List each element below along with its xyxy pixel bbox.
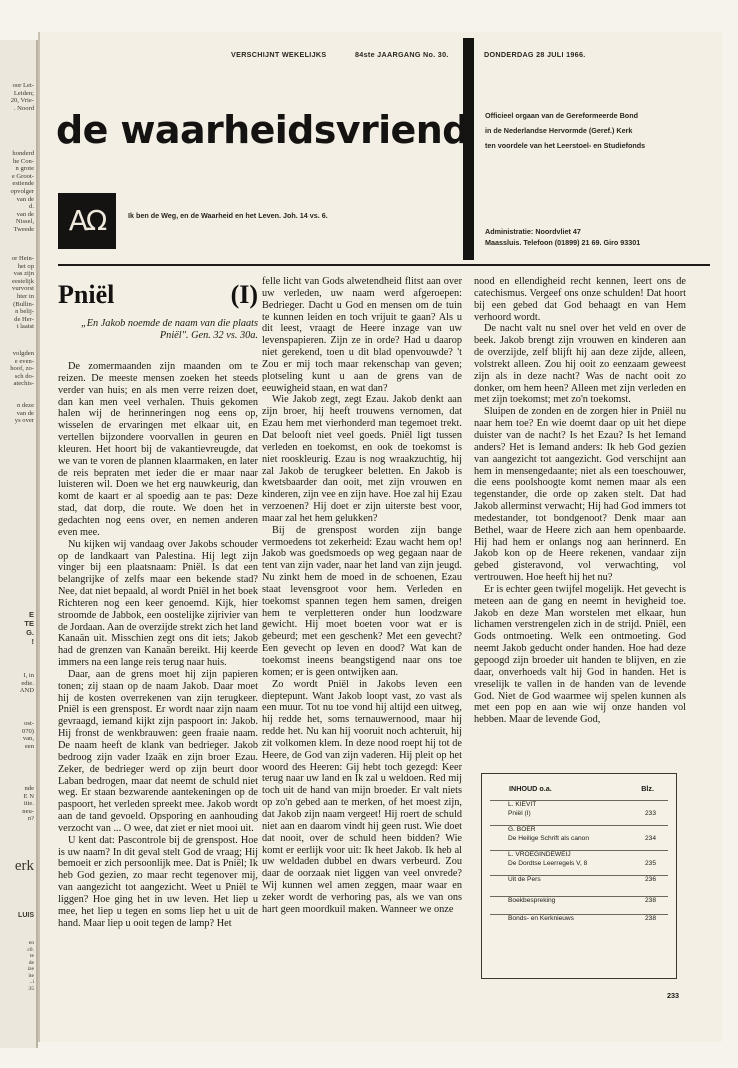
prev-fragment: volgden e even- hoof, zo- sch do- atechis- (10, 350, 34, 388)
prev-fragment: ost- 070) van, een (21, 720, 34, 750)
paragraph: Nu kijken wij vandaag over Jakobs schouder op de landkaart van Palestina. Hij legt zijn vinger bij een plaatsnaam: Pniël. Is dat een belangrijke of zelfs maar een bekende stad? Nee, dat niet bepaald, al wordt Pniël in het boek Richteren nog een keer genoemd. Kijk, hier stroomde de Jabbok, een oostelijke zijrivier van de Jordaan. Aan de overzijde strekt zich het land Kanaän uit. Misschien zegt ons dit iets; Jakob had de grenzen van Kanaän bereikt. Hij keerde immers na een lange reis terug naar huis. (58, 538, 258, 669)
prev-fragment: en c0. te de ize ite ..i 35 (27, 940, 34, 992)
administration-info (485, 226, 640, 248)
table-of-contents (481, 773, 677, 979)
toc-page: 235 (644, 859, 656, 867)
prev-fragment: LUIS (18, 912, 34, 919)
page-number: 233 (667, 991, 679, 1000)
toc-entry (490, 875, 668, 885)
toc-entry (490, 914, 668, 924)
toc-author: G. BOER (508, 826, 536, 833)
toc-title: Bonds- en Kerknieuws (508, 915, 574, 922)
paragraph: Zo wordt Pniël in Jakobs leven een dieptepunt. Want Jakob loopt vast, zo vast als een muur. Tot nu toe vond hij altijd een uitweg, hij redde het, soms ternauwernood, maar hij redde het. Nu kan hij vooruit noch achteruit, hij zit volkomen klem. In deze nood roept hij tot de Heere, de God van zijn vaderen. Hij pleit op het woord des Heeren: Gij hebt toch gezegd: Keer terug naar uw land en Ik zal u weldoen. Red mij toch uit de hand van mijn broeder. Er valt niets op zo'n gebed aan te merken, of het moest zijn, dat Jakob zijn naam vergeet! Hij roert de schuld niet aan en daarom vindt hij geen rust. Wie doet dat nooit, over de schuld heen bidden? Wie komt er eerlijk voor uit: Ik heet Jakob. Ik heb al uw weldaden dubbel en dwars verbeurd. Zou daar de oorzaak niet liggen van veel onvrede? Wij kunnen wel amen zeggen, maar waar en zeker wordt de verhoring pas, als we van ons hart geen moordkuil maken. Wanneer we onze (262, 678, 462, 915)
volume-number: 84ste JAARGANG No. 30. (355, 50, 449, 59)
publisher-line: in de Nederlandse Hervormde (Geref.) Kerk (485, 126, 633, 135)
toc-title: Pniël (I) (508, 809, 531, 817)
issue-date: DONDERDAG 28 JULI 1966. (484, 50, 586, 59)
previous-page-edge (0, 40, 38, 1048)
paragraph: Sluipen de zonden en de zorgen hier in Pniël nu naar hem toe? En wie doemt daar op uit het diepe duister van de nacht? Is het Ezau? Is het Iemand anders? Het is Iemand anders: Ik heb God gezien van aangezicht tot aangezicht. God verschijnt aan hem in mensengedaante; niet als een toeschouwer, die eens poolshoogte komt nemen maar als een tegenstander, die orde op zaken stelt. Dat had Jakob allerminst verwacht; Hij had God immers tot medestander, tot bondgenoot? Denk maar aan Bethel, waar de Heere zich aan hem openbaarde. Hij had hem er onlangs nog aan herinnerd. En Jakob kon op de Heere rekenen, vandaar zijn gebed gisteravond, vol verwachting, vol vertrouwen. Hoe heeft hij het nu? (474, 406, 686, 584)
article-column-3 (474, 276, 686, 726)
toc-heading: INHOUD o.a. (509, 784, 552, 793)
toc-entry (490, 800, 668, 818)
toc-title: De Heilige Schrift als canon (508, 834, 589, 842)
prev-fragment: n deze van de ys over (14, 402, 34, 425)
toc-page: 238 (644, 897, 656, 904)
article-epigraph: „En Jakob noemde de naam van die plaats Pniël". Gen. 32 vs. 30a. (80, 318, 258, 341)
paragraph: Er is echter geen twijfel mogelijk. Het gevecht is meteen aan de gang en neemt in hevigheid toe. Jakob en deze Man worstelen met elkaar, hun lichamen verstrengelen zich in de strijd. Pniël, een Gods ontmoeting. Welk een ontmoeting. God neemt Jakob geducht onder handen. Hoe had deze gepoogd zijn broeder uit handen te blijven, en zie daar, onverhoeds valt hij God in handen. Het is vreselijk te vallen in de handen van de levende God. Niet de God waarmee wij spelen kunnen als met een pop en aan wie wij onze handen vol hebben. Maar de levende God, (474, 583, 686, 726)
paragraph: De nacht valt nu snel over het veld en over de beek. Jakob brengt zijn vrouwen en kinderen aan de overzijde, zelf blijft hij aan deze zijde, alleen, volstrekt alleen. Zou hij ooit zo eenzaam geweest zijn als in deze nacht? Was de nacht ooit zo donker, om hem heen? Alleen met zijn verleden en met zijn toekomst; met zo'n toekomst. (474, 323, 686, 406)
paragraph: Daar, aan de grens moet hij zijn papieren tonen; zij staan op de naam Jakob. Daar moet hij de kosten overrekenen van zijn terugkeer. Pniël is een grenspost. Er wordt naar zijn naam gevraagd, iemand kijkt zijn paspoort in: Jakob. Hij fronst de wenkbrauwen: geen fraaie naam. De naam heeft de klank van bedrieger. Jakob bedroog zijn vader Izaäk en zijn broer Ezau. Zeker, de bedrieger werd op zijn beurt door Laban bedrogen, maar dat neemt de schuld niet weg. Er staan bezwarende aantekeningen op de paspoort, het verleden spreekt mee. Jakob wordt aan de tand gevoeld. Opsporing en aanhouding verzocht van ... O wee, dat ziet er niet mooi uit. (58, 668, 258, 834)
publication-frequency: VERSCHIJNT WEKELIJKS (231, 50, 327, 59)
admin-line: Administratie: Noordvliet 47 (485, 227, 581, 236)
paragraph: nood en ellendigheid recht kennen, leert ons de catechismus. Vergeef ons onze schulden! Dat hoort bij een gebed dat God behaagt en van Hem verhoord wordt. (474, 276, 686, 323)
publisher-line: ten voordele van het Leerstoel- en Studiefonds (485, 141, 646, 150)
article-column-2 (262, 276, 462, 916)
prev-fragment: E TE G. ! (24, 610, 34, 646)
masthead-title: de waarheidsvriend (56, 108, 469, 152)
prev-fragment: nde E N itie. neu- n? (22, 785, 34, 823)
toc-entry (490, 825, 668, 843)
toc-page: 234 (644, 834, 656, 842)
article-part: (I) (230, 280, 258, 309)
prev-fragment: oor Let- Leiden; 20, Vrie- . Noord (10, 82, 34, 112)
toc-entry (490, 896, 668, 906)
toc-author: L. VROEGINDEWEIJ (508, 851, 571, 858)
toc-page: 233 (644, 809, 656, 817)
toc-page: 236 (644, 876, 656, 883)
toc-entry (490, 850, 668, 868)
masthead-rule (58, 264, 710, 266)
toc-title: De Dordtse Leerregels V, 8 (508, 859, 588, 867)
alpha-omega-logo: ΑΩ (58, 193, 116, 249)
prev-fragment: honderd he Con- n grote e Groot- estiende opvolger van de d. van de Nissel, Tweede (10, 150, 34, 233)
prev-fragment: erk (14, 858, 34, 874)
article-column-1 (58, 361, 258, 930)
paragraph: Bij de grenspost worden zijn bange vermoedens tot zekerheid: Ezau wacht hem op! Jakob was goedsmoeds op weg gegaan naar de tent van zijn vader, naar het land van zijn jeugd. Nu zinkt hem de moed in de schoenen, Ezau staat levensgroot voor hem. Verleden en toekomst spannen tegen hem samen, dreigen hem te verpletteren onder hun loodzware gewicht. Hij moet boeten voor wat er is gebeurd; met een geschenk? Met een gevecht? Een gevecht op leven en dood? Wat kan de toekomst ineens beangstigend naar ons toe komen; er is geen ontwijken aan. (262, 524, 462, 678)
article-title-text: Pniël (58, 280, 115, 309)
toc-title: Uit de Pers (508, 876, 541, 883)
publisher-line: Officieel orgaan van de Gereformeerde Bond (485, 111, 638, 120)
paragraph: felle licht van Gods alwetendheid flitst aan over uw verleden, uw naam werd afgeroepen: Bedrieger. Dacht u God en mensen om de tuin te kunnen leiden en toch vrijuit te gaan? Als u dit leest, vraagt de Heere inzage van uw levenspapieren. Zijn ze in orde? Had u daarop niet gerekend, toen u dit blad openvouwde? 't Zou er mij toch maar rekenschap van geven; plotseling kunt u aan de grens van de eeuwigheid staan, en wat dan? (262, 276, 462, 394)
prev-fragment: or Hein- het op vas zijn eestelijk vurvorst hter in (Bullin- n belij- de Her- t laatst (11, 255, 34, 331)
toc-page-heading: Blz. (641, 784, 654, 793)
toc-page: 238 (644, 915, 656, 922)
masthead-motto: Ik ben de Weg, en de Waarheid en het Leven. Joh. 14 vs. 6. (128, 211, 328, 220)
toc-author: L. KIEVIT (508, 801, 537, 808)
prev-fragment: I, in edte. AND (19, 672, 34, 695)
paragraph: De zomermaanden zijn maanden om te reizen. De meeste mensen zoeken het steeds verder van huis; en als men verre reizen doet, dan kan men veel verhalen. Thuis gekomen halen wij de herinneringen nog eens op, wisselen de ervaringen met elkaar uit, en vertellen bijzondere voorvallen in geuren en kleuren. Het hoort bij de vakantievreugde, dat we van te voren de plannen klaarmaken, en later de reis bepraten met ieder die er maar naar luisteren wil. Doen we het erg nauwkeurig, dan komt de kaart er al spoedig aan te pas: Deze stad, dat dorp, die route. We doen het in gedachten nog eens over, en nemen anderen even mee. (58, 361, 258, 538)
publisher-info (485, 108, 645, 153)
admin-line: Maassluis. Telefoon (01899) 21 69. Giro 93301 (485, 238, 641, 247)
paragraph: Wie Jakob zegt, zegt Ezau. Jakob denkt aan zijn broer, hij heeft trouwens vernomen, dat Ezau hem met vierhonderd man tegemoet trekt. Dat belooft niet veel goeds. Pniël ligt tussen verleden en toekomst, en ook de toekomst is niet rooskleurig. Ezau is nog wraakzuchtig, hij zal Jakob de terugkeer beletten. En Jakob is kwetsbaarder dan ooit, met zijn vrouwen en kinderen, zijn vee en zijn have. Hoe zal hij Ezau verzoenen? Hij doet er zijn uiterste best voor, maar zal het hem gelukken? (262, 394, 462, 524)
toc-title: Boekbespreking (508, 897, 556, 904)
paragraph: U kent dat: Pascontrole bij de grenspost. Hoe is uw naam? In dit geval stelt God de vraag; Hij bemoeit er zich persoonlijk mee. Dat is Pniël; Ik heb God gezien, zo maar recht tegenover mij, van aangezicht tot aangezicht. Weet u Pniël te liggen? Hoe ging het in uw leven. Het liep u mee, het liep u tegen en soms liep het u uit de hand. Maar liep u ooit tegen de lamp? Het (58, 834, 258, 929)
